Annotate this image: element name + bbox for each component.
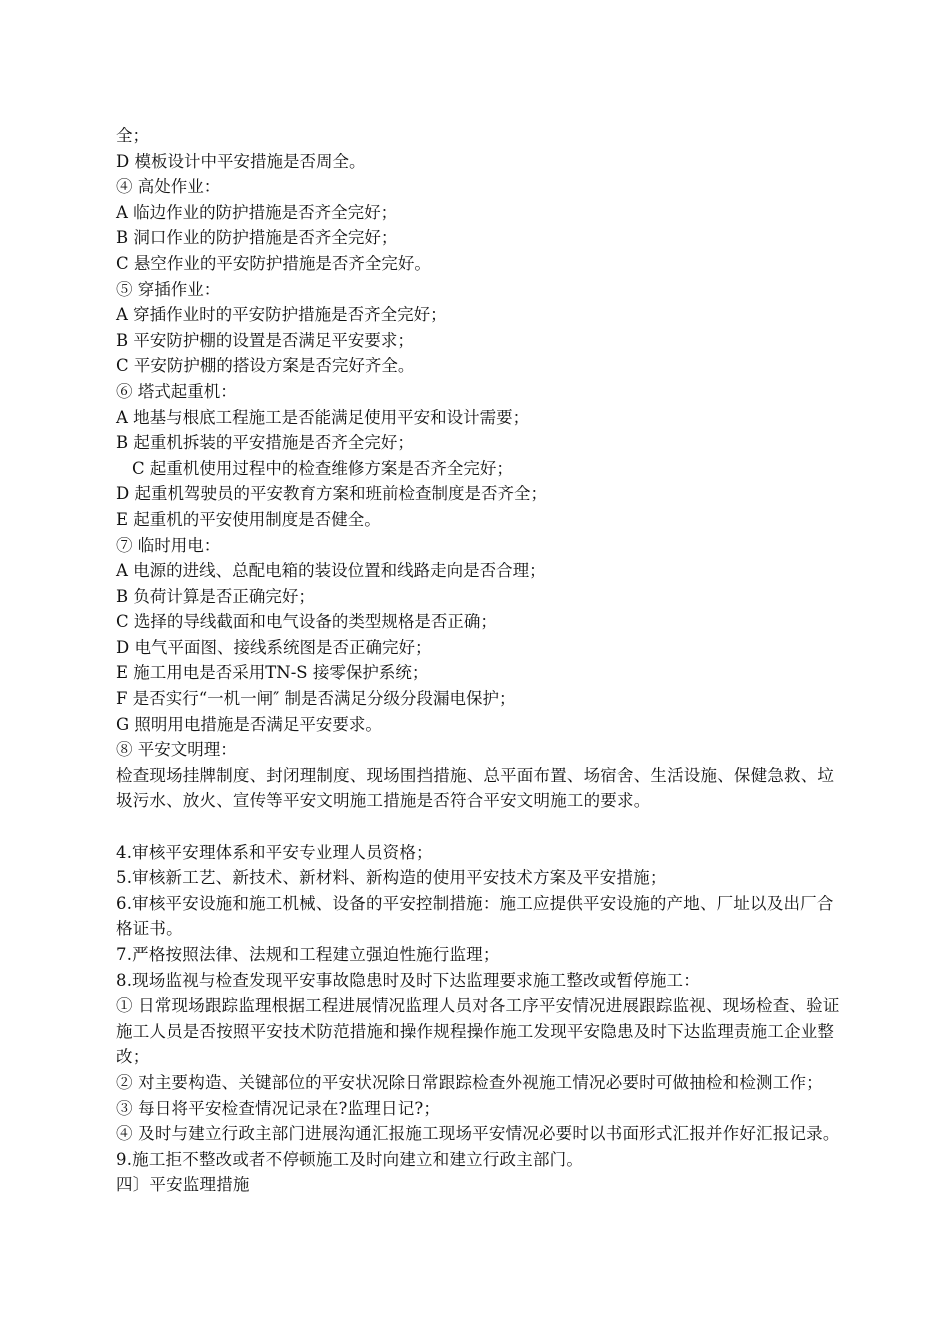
section-heading: ⑤ 穿插作业： bbox=[116, 279, 221, 299]
text-line: D 电气平面图、接线系统图是否正确完好； bbox=[116, 637, 432, 657]
document-body bbox=[116, 123, 846, 1198]
text-line: F 是否实行“一机一闸″ 制是否满足分级分段漏电保护； bbox=[116, 689, 516, 709]
text-line: D 起重机驾驶员的平安教育方案和班前检查制度是否齐全； bbox=[116, 484, 547, 504]
list-item: ① 日常现场跟踪监理根据工程进展情况监理人员对各工序平安情况进展跟踪监视、现场检查、验证施工人员是否按照平安技术防范措施和操作规程操作施工发现平安隐患及时下达监理责施工企业整改； bbox=[116, 996, 840, 1067]
list-item: 4.审核平安理体系和平安专业理人员资格； bbox=[116, 842, 433, 862]
text-line: C 悬空作业的平安防护措施是否齐全完好。 bbox=[116, 253, 431, 273]
text-line: E 施工用电是否采用TN-S 接零保护系统； bbox=[116, 663, 429, 683]
list-item: 6.审核平安设施和施工机械、设备的平安控制措施：施工应提供平安设施的产地、厂址以及出厂合格证书。 bbox=[116, 893, 834, 939]
section-heading: 四〕平安监理措施 bbox=[116, 1175, 250, 1195]
list-item: 5.审核新工艺、新技术、新材料、新构造的使用平安技术方案及平安措施； bbox=[116, 868, 667, 888]
text-line: B 平安防护棚的设置是否满足平安要求； bbox=[116, 330, 414, 350]
text-line: A 穿插作业时的平安防护措施是否齐全完好； bbox=[116, 305, 447, 325]
text-line: G 照明用电措施是否满足平安要求。 bbox=[116, 714, 382, 734]
text-line: A 地基与根底工程施工是否能满足使用平安和设计需要； bbox=[116, 407, 530, 427]
text-line: D 模板设计中平安措施是否周全。 bbox=[116, 151, 366, 171]
list-item: 8.现场监视与检查发现平安事故隐患时及时下达监理要求施工整改或暂停施工： bbox=[116, 970, 700, 990]
text-line: C 平安防护棚的搭设方案是否完好齐全。 bbox=[116, 356, 415, 376]
section-heading: ⑦ 临时用电： bbox=[116, 535, 221, 555]
list-item: ② 对主要构造、关键部位的平安状况除日常跟踪检查外视施工情况必要时可做抽检和检测工作； bbox=[116, 1072, 823, 1092]
text-line: A 临边作业的防护措施是否齐全完好； bbox=[116, 202, 398, 222]
text-line: B 负荷计算是否正确完好； bbox=[116, 586, 315, 606]
section-heading: ④ 高处作业： bbox=[116, 177, 221, 197]
text-line: 全； bbox=[116, 126, 149, 145]
section-heading: ⑥ 塔式起重机： bbox=[116, 381, 237, 401]
list-item: 9.施工拒不整改或者不停顿施工及时向建立和建立行政主部门。 bbox=[116, 1149, 584, 1169]
section-heading: ⑧ 平安文明理： bbox=[116, 740, 237, 760]
blank-line bbox=[116, 814, 846, 840]
text-line: E 起重机的平安使用制度是否健全。 bbox=[116, 509, 381, 529]
text-line: C 选择的导线截面和电气设备的类型规格是否正确； bbox=[116, 612, 497, 632]
list-item: 7.严格按照法律、法规和工程建立强迫性施行监理； bbox=[116, 945, 500, 964]
list-item: ③ 每日将平安检查情况记录在?监理日记?； bbox=[116, 1098, 441, 1118]
text-line: B 起重机拆装的平安措施是否齐全完好； bbox=[116, 433, 414, 453]
list-item: ④ 及时与建立行政主部门进展沟通汇报施工现场平安情况必要时以书面形式汇报并作好汇报记录。 bbox=[116, 1124, 840, 1144]
text-line: B 洞口作业的防护措施是否齐全完好； bbox=[116, 228, 398, 248]
text-line: A 电源的进线、总配电箱的装设位置和线路走向是否合理； bbox=[116, 561, 546, 581]
text-line: C 起重机使用过程中的检查维修方案是否齐全完好； bbox=[132, 458, 513, 478]
paragraph: 检查现场挂牌制度、封闭理制度、现场围挡措施、总平面布置、场宿舍、生活设施、保健急救、垃圾污水、放火、宣传等平安文明施工措施是否符合平安文明施工的要求。 bbox=[116, 765, 835, 811]
